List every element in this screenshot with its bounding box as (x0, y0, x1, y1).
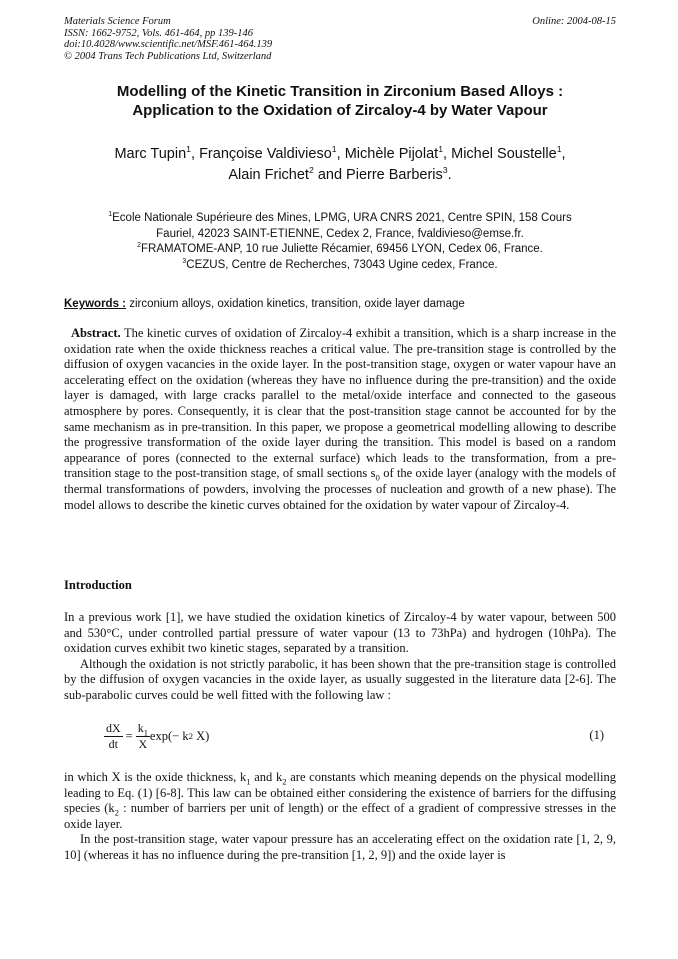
affiliation-1-cont: Fauriel, 42023 SAINT-ETIENNE, Cedex 2, France, fvaldivieso@emse.fr. (156, 227, 524, 240)
paper-title (64, 82, 616, 120)
author-separator: , (561, 146, 566, 162)
equation-lhs-numerator: dX (106, 720, 121, 735)
copyright-line: © 2004 Trans Tech Publications Ltd, Switzerland (64, 50, 272, 62)
post-equation-body (64, 770, 616, 864)
affiliation-number: 1 (108, 211, 113, 219)
author-name: Françoise Valdivieso (199, 146, 332, 162)
equation-exp-close: X) (192, 728, 210, 743)
paragraph (64, 770, 616, 832)
abstract-label: Abstract. (71, 326, 121, 340)
author-line-1 (64, 144, 616, 165)
author-affiliation-mark: 1 (556, 144, 562, 155)
title-line-2: Application to the Oxidation of Zircaloy-4 by Water Vapour (132, 102, 548, 119)
affiliation-text: CEZUS, Centre de Recherches, 73043 Ugine cedex, France. (186, 258, 498, 271)
keywords (64, 297, 616, 312)
affiliation-2 (64, 242, 616, 258)
subscript: 2 (282, 776, 287, 787)
author-affiliation-mark: 1 (438, 144, 444, 155)
paragraph: In the post-transition stage, water vapour pressure has an accelerating effect on the oxidation rate [1, 2, 9, 10] (whereas it has no influence during the pre-transition [1, 2, 9]) and the oxide layer is (64, 832, 616, 862)
keywords-label: Keywords : (64, 298, 126, 310)
equation-rhs-numerator: k (137, 720, 144, 735)
author-affiliation-mark: 2 (308, 165, 314, 176)
affiliation-number: 3 (182, 257, 187, 265)
issn-line: ISSN: 1662-9752, Vols. 461-464, pp 139-146 (64, 27, 253, 39)
affiliation-1 (64, 211, 616, 227)
paragraph: In a previous work [1], we have studied the oxidation kinetics of Zircaloy-4 by water vapour, between 500 and 530°C, under controlled partial pressure of water vapour (13 to 73hPa) and hydrogen (10hPa). The oxidation curves exhibit two kinetic stages, separated by a transition. (64, 610, 616, 656)
subscript: 1 (246, 776, 251, 787)
paragraph: Although the oxidation is not strictly parabolic, it has been shown that the pre-transition stage is controlled by the diffusion of oxygen vacancies in the oxide layer, as usually suggested in the literature data [2-6]. The sub-parabolic curves could be well fitted with the following law : (64, 656, 616, 702)
affiliation-list (64, 211, 616, 273)
equation-exp-arg: (− k (167, 728, 189, 743)
subscript: 2 (114, 807, 120, 818)
author-line-2 (64, 165, 616, 186)
introduction-body (64, 610, 616, 704)
author-list (64, 144, 616, 186)
equation-rhs-fraction (136, 721, 150, 752)
author-affiliation-mark: 1 (331, 144, 337, 155)
author-name: Michèle Pijolat (344, 146, 439, 162)
publication-meta (64, 16, 616, 62)
affiliation-text: Ecole Nationale Supérieure des Mines, LPMG, URA CNRS 2021, Centre SPIN, 158 Cours (112, 212, 572, 224)
keywords-text: zirconium alloys, oxidation kinetics, transition, oxide layer damage (126, 298, 465, 310)
doi-line[interactable]: doi:10.4028/www.scientific.net/MSF.461-464.139 (64, 39, 273, 50)
online-date: Online: 2004-08-15 (532, 16, 616, 27)
author-separator: , (191, 146, 200, 162)
equation-exp: exp (149, 728, 168, 743)
author-affiliation-mark: 3 (442, 165, 448, 176)
subscript: 0 (375, 472, 380, 483)
journal-name: Materials Science Forum (64, 16, 171, 27)
title-line-1: Modelling of the Kinetic Transition in Zirconium Based Alloys : (116, 83, 564, 100)
equation-number: (1) (589, 728, 604, 742)
equation-1: $\frac{dX}{dt}$ = $\frac{k_1}{X}$ exp (− k 2 X) (1) (106, 720, 604, 751)
author-separator: and (313, 167, 347, 183)
author-name: Michel Soustelle (451, 146, 557, 162)
abstract-text-cont: of the oxide layer (analogy with the models of thermal transformations of powders, involving the processes of nucleation and growth of a new phase). The model allows to describe the kinetic curves obtained for the oxidation by water vapour of Zircaloy-4. (64, 466, 616, 512)
equation-lhs-fraction (104, 721, 123, 752)
affiliation-number: 2 (137, 242, 141, 250)
author-affiliation-mark: 1 (186, 144, 192, 155)
author-name: Marc Tupin (114, 146, 187, 162)
author-separator: , (336, 146, 345, 162)
abstract-text: The kinetic curves of oxidation of Zircaloy-4 exhibit a transition, which is a sharp increase in the oxidation rate when the oxide thickness reaches a critical value. The pre-transition stage is controlled by the diffusion of oxygen vacancies in the oxide layer. In the post-transition stage, oxygen or water vapour have an accelerating effect on the oxidation (whereas they have no influence during the pre-transition) and the oxide layer is damaged, with large cracks parallel to the metal/oxide interface and connected to the gaseous atmosphere by pores. Consequently, it is clear that the post-transition stage cannot be accounted for by the same mechanism as in pre-transition. In this paper, we propose a geometrical modelling allowing to describe the progressive transformation of the oxide layer during the transition. This model is based on a random appearance of pores (connected to the external surface) which leads to the transformation, from a pre-transition stage to the post-transition stage, of small sections s (64, 326, 616, 481)
author-separator: . (447, 167, 452, 183)
affiliation-text: FRAMATOME-ANP, 10 rue Juliette Récamier, 69456 LYON, Cedex 06, France. (141, 243, 543, 255)
subscript: 1 (143, 727, 148, 737)
equation-equals: = (125, 728, 133, 743)
author-separator: , (443, 146, 452, 162)
text-run: and k (250, 770, 283, 784)
affiliation-3 (64, 258, 616, 274)
author-name: Alain Frichet (228, 167, 309, 183)
author-name: Pierre Barberis (346, 167, 443, 183)
equation-rhs-denominator: X (138, 736, 148, 751)
text-run: are constants which meaning depends on the physical modelling leading to Eq. (1) [6-8]. This law can be obtained either considering the existence of barriers for the diffusing species (k (64, 770, 616, 816)
text-run: : number of barriers per unit of length) or the effect of a gradient of compressive stresses in the oxide layer. (64, 801, 617, 831)
text-run: in which X is the oxide thickness, k (64, 770, 247, 784)
equation-lhs-denominator: dt (108, 736, 118, 751)
section-heading-introduction: Introduction (64, 578, 132, 592)
abstract (64, 326, 616, 513)
